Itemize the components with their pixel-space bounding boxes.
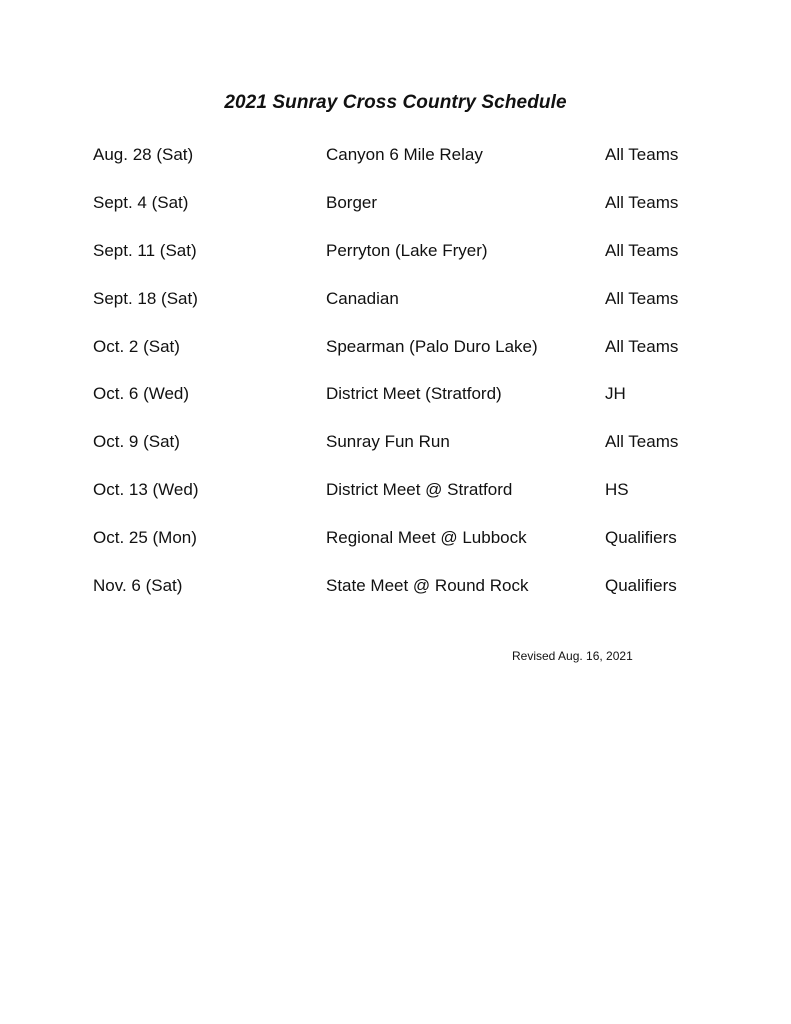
meet-teams: All Teams xyxy=(605,192,679,212)
schedule-row xyxy=(93,430,733,478)
meet-date: Oct. 9 (Sat) xyxy=(93,432,180,452)
meet-event: Canyon 6 Mile Relay xyxy=(326,145,483,164)
meet-teams: All Teams xyxy=(605,288,679,308)
meet-event: District Meet (Stratford) xyxy=(326,384,502,404)
meet-teams: All Teams xyxy=(605,336,679,356)
meet-event: Sunray Fun Run xyxy=(326,432,450,452)
meet-date: Oct. 13 (Wed) xyxy=(93,480,199,500)
schedule-row xyxy=(93,382,733,430)
meet-event: Spearman (Palo Duro Lake) xyxy=(326,336,538,356)
meet-date: Sept. 4 (Sat) xyxy=(93,192,189,212)
meet-date: Oct. 6 (Wed) xyxy=(93,384,190,404)
meet-date: Nov. 6 (Sat) xyxy=(93,576,183,596)
meet-event: Canadian xyxy=(326,288,399,308)
meet-date: Aug. 28 (Sat) xyxy=(93,145,194,164)
meet-event: Regional Meet @ Lubbock xyxy=(326,528,527,548)
revised-note: Revised Aug. 16, 2021 xyxy=(512,649,633,663)
meet-event: State Meet @ Round Rock xyxy=(326,576,529,596)
meet-event: District Meet @ Stratford xyxy=(326,480,513,500)
meet-teams: All Teams xyxy=(605,240,679,260)
meet-date: Sept. 11 (Sat) xyxy=(93,240,197,260)
meet-teams: Qualifiers xyxy=(605,576,677,596)
schedule-row xyxy=(93,478,733,526)
schedule-list xyxy=(93,143,733,622)
meet-date: Sept. 18 (Sat) xyxy=(93,288,198,308)
schedule-row xyxy=(93,335,733,383)
schedule-row xyxy=(93,191,733,239)
meet-date: Oct. 2 (Sat) xyxy=(93,336,180,356)
meet-date: Oct. 25 (Mon) xyxy=(93,528,197,548)
meet-teams: All Teams xyxy=(605,145,679,164)
schedule-row xyxy=(93,574,733,622)
schedule-row xyxy=(93,143,733,191)
meet-event: Perryton (Lake Fryer) xyxy=(326,240,488,260)
schedule-row xyxy=(93,239,733,287)
meet-teams: HS xyxy=(605,480,629,500)
schedule-row xyxy=(93,287,733,335)
meet-teams: All Teams xyxy=(605,432,679,452)
meet-teams: JH xyxy=(605,384,626,404)
schedule-row xyxy=(93,526,733,574)
meet-teams: Qualifiers xyxy=(605,528,677,548)
meet-event: Borger xyxy=(326,192,378,212)
page-title: 2021 Sunray Cross Country Schedule xyxy=(224,92,567,113)
